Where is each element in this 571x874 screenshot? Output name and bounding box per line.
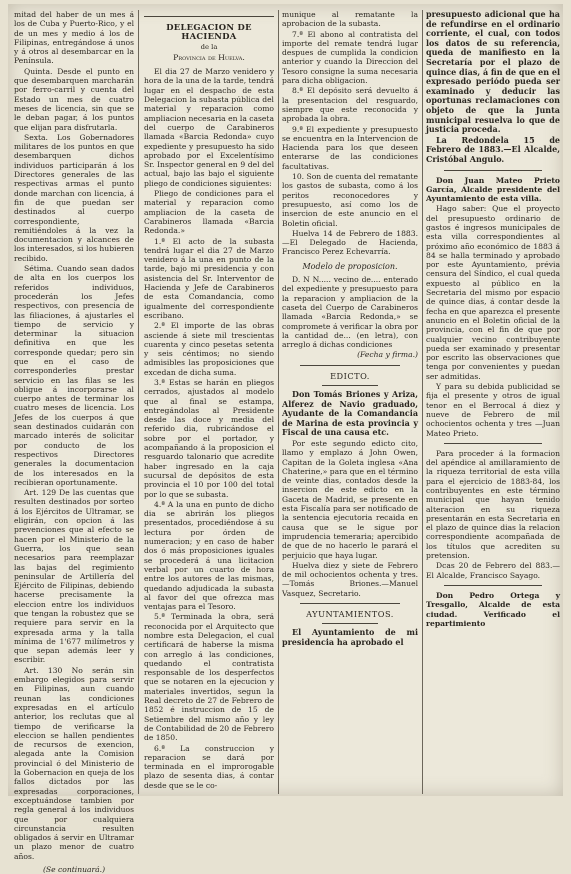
section-rule <box>444 443 542 444</box>
continued-note: (Se continuará.) <box>42 865 106 874</box>
c3-para-4: 10. Son de cuenta del rematante los gastos de subasta, como á los peritos reconocedores y presupuesto, así como los de insercion de este anuncio en el Boletin oficial. <box>282 172 418 228</box>
column-4 <box>426 10 560 794</box>
c3-para-1: 7.ª El abono al contratista del importe del remate tendrá lugar despues de cumplida la condicion anterior y cuando la Direccion del Tesoro consigne la suma necesaria para dicha obligacion. <box>282 29 418 86</box>
c4-para-5: Para proceder á la formacion del apéndice al amillaramiento de la riqueza territorial de esta villa para el ejercicio de 1883-84, los contribuyentes en este término municipal que hayan tenido alteracion en su riqueza presentarán en esta Secretaria en el plazo de quince dias la relacion correspondiente acompañada de los títulos que acrediten su pretension. <box>426 448 560 561</box>
c2-para-2: 1.ª El acto de la subasta tendrá lugar el dia 27 de Marzo venidero á la una en punto de la tarde, bajo mi presidencia y con asistencia del Sr. Interventor de Hacienda y Jefe de Carabineros de esta Comandancia, como igualmente del correspondiente escribano. <box>144 236 274 320</box>
edict-para-2: Huelva diez y siete de Febrero de mil ochocientos ochenta y tres.—Tomás Briones.—Manuel Vasquez, Secretario. <box>282 560 418 598</box>
delegacion-title: DELEGACION DE HACIENDA <box>166 22 252 42</box>
c1-para-3: Sétima. Cuando sean dados de alta en los cuerpos los referidos individuos, procederán los Jefes respectivos, con presencia de las filiaciones, á ajustarles el tiempo de servicio y determinar la situacion definitiva en que les corresponde quedar; pero sin que en el caso de corresponderles prestar servicio en las filas se les obligue á incorporarse al cuerpo antes de terminar los cuatro meses de licencia. Los Jefes de los cuerpos á que sean destinados cuidarán con marcado interés de solicitar por conducto de los respectivos Directores generales la documentacion de los interesados en la recibieran oportunamente. <box>14 264 134 487</box>
c2-para-7: 6.ª La construccion y reparacion se dará por terminada en el improrogable plazo de sesenta dias, á contar desde que se le co- <box>144 743 274 790</box>
model-signature: (Fecha y firma.) <box>357 350 418 360</box>
section-rule <box>444 170 542 171</box>
section-rule <box>300 603 400 604</box>
ayuntamientos-title: AYUNTAMIENTOS. <box>306 609 394 619</box>
c3-para-3: 9.ª El expediente y presupuesto se encuentra en la Intervencion de Hacienda para los que deseen enterarse de las condiciones facultativas. <box>282 124 418 171</box>
delegacion-sub: de la <box>200 42 218 51</box>
newspaper-page <box>8 4 563 874</box>
section-rule <box>444 585 542 586</box>
c2-para-0: El dia 27 de Marzo venidero y hora de la una de la tarde, tendrá lugar en el despacho de esta Delegacion la subasta pública del material y reparacion como ampliacion necesaria en la caseta del cuerpo de Carabineros llamada «Barcia Redonda» cuyo expediente y presupuesto ha sido aprobado por el Excelentísimo Sr. Inspector general en 9 del del actual, bajo las bajo el siguiente pliego de condiciones siguientes: <box>144 67 275 188</box>
column-2 <box>144 10 274 794</box>
c1-para-2: Sexta. Los Gobernadores militares de los puntos en que desembarquen dichos individuos participarán á los Directores generales de las respectivas armas el punto donde marchan con licencia, á fin de que puedan ser destinados al cuerpo correspondiente, remitiéndoles á la vez la documentacion y alcances de los interesados, si los hubieren recibido. <box>14 132 134 263</box>
c4-para-3: Hago saber: Que el proyecto del presupuesto ordinario de gastos é ingresos municipales de esta villa correspondientes al próximo año económico de 1883 á 84 se halla terminado y aprobado por este Ayuntamiento, préviа censura del Síndico, el cual queda expuesto al público en la Secretaria del mismo por espacio de quince dias, á contar desde la fecha en que aparezca el presente anuncio en el Boletin oficial de la provincia, con el fin de que por cualquier vecino contribuyente pueda ser examinado y presentar por escrito las observaciones que tenga por convenientes y puedan ser admitidas. <box>426 204 560 381</box>
c4-signature-1: La Redondela 15 de Febrero de 1883.—El Alcalde, Cristóbal Angulo. <box>426 134 560 164</box>
c2-para-5: 4.ª A la una en punto de dicho dia se abrirán los pliegos presentados, procediéndose á su lectura por órden de numeracion; y en caso de haber dos ó más proposiciones iguales se procederá á una licitacion verbal por un cuarto de hora entre los autores de las mismas, quedando adjudicada la subasta al favor del que ofrezca mas ventajas para el Tesoro. <box>144 499 274 612</box>
c3-para-2: 8.ª El depósito será devuelto á la presentacion del resguardo, siempre que este reconocida y aprobada la obra. <box>282 86 418 124</box>
edict-para-0: Don Tomás Briones y Ariza, Alferez de Navio graduado, Ayudante de la Comandancia de Marina de esta provincia y Fiscal de una causa etc. <box>282 388 418 438</box>
section-rule <box>300 365 400 366</box>
c4-para-6: Don Pedro Ortega y Tresgallo, Alcalde de esta ciudad. Verificado el repartimiento <box>426 590 560 628</box>
c2-para-4: 3.ª Estas se harán en pliegos cerrados, ajustados al modelo que al final se estampa, entregándolas al Presidente desde las doce y media del referido dia, rubricándose el sobre por el portador, y acompañando á la proposicion el resguardo talonario que acredite haber ingresado en la caja sucursal de depósitos de esta provincia el 10 por 100 del total por lo que se subasta. <box>144 377 274 499</box>
edict-title: EDICTO. <box>330 370 370 381</box>
c4-para-4: Y para su debida publicidad se fija el presente y otros de igual tenor en el Berrocal á diez y nueve de Febrero de mil ochocientos ochenta y tres —Juan Mateo Prieto. <box>426 382 560 438</box>
column-divider <box>422 10 423 794</box>
delegacion-province: Provincia de Huelva. <box>173 52 245 62</box>
date-signature: Huelva 14 de Febrero de 1883. —El Delegado de Hacienda, Francisco Perez Echevarría. <box>282 228 418 257</box>
section-rule-short <box>322 623 378 624</box>
ayuntamientos-text: El Ayuntamiento de mi presidencia ha aprobado el <box>282 627 418 647</box>
c4-para-2: Don Juan Mateo Prieto García, Alcalde presidente del Ayuntamiento de esta villa. <box>426 175 560 204</box>
c2-para-6: 5.ª Terminada la obra, será reconocida por el Arquitecto que nombre esta Delegacion, el cual certificará de haberse la misma con arreglo á las condiciones, quedando el contratista responsable de los desperfectos que se notaren en la ejecucion y materiales invertidos, segun la Real decreto de 27 de Febrero de 1852 é instruccion de 15 de Setiembre del mismo año y ley de Contabilidad de 20 de Febrero de 1850. <box>144 612 274 743</box>
column-divider <box>138 10 139 794</box>
c1-para-5: Art. 130 No serán sin embargo elegidos para servir en Filipinas, aun cuando reunan las condiciones expresadas en el artículo anterior, los reclutas que al tiempo de verificarse la eleccion se hallen pendientes de recursos de exencion, alegada ante la Comision provincial ó del Ministerio de la Gobernacion en queja de los fallos dictados por las expresadas corporaciones, exceptuándose tambien por regla general á los individuos que por cualquiera circunstancia resulten obligados á servir en Ultramar un plazo menor de cuatro años. <box>14 665 134 861</box>
c4-signature-2: Dcas 20 de Febrero del 883.—El Alcalde, Francisco Sayago. <box>426 561 560 580</box>
edict-para-1: Por este segundo edicto cito, llamo y emplazo á John Owen, Capitan de la Goleta inglesa «Ana Chaterine,» para que en el término de veinte dias, contados desde la insercion de este edicto en la Gaceta de Madrid, se presente en esta Fiscalía para ser notificado de la sentencia ejecutoria recaida en causa que se le sigue por imprudencia temeraria; apercibido de que de no hacerlo le parará el perjuicio que haya lugar. <box>282 438 418 560</box>
model-title: Modelo de proposicion. <box>302 261 398 271</box>
c4-para-0: presupuesto adicional que ha de refundirse en el ordinario corriente, el cual, con todos los datos de su referencia, queda de manifiesto en la Secretaría por el plazo de quince dias, á fin de que en el expresado periódo pueda ser examinado y deducir las oportunas reclamaciones con objeto de que la Junta municipal resuelva lo que de justicia proceda. <box>426 9 560 135</box>
model-text: D. N N..... vecino de.... enterado del expediente y presupuesto para la reparacion y ampliacion de la caseta del Cuerpo de Carabineros llamada «Barcia Redonda,» se compromete á verificar la obra por la cantidad de... (en letra), con arreglo á dichas condiciones <box>282 275 418 350</box>
c2-para-1: Pliego de condiciones para el material y reparacion como ampliacion de la caseta de Carabineros llamada «Barcia Redonda.» <box>144 189 274 236</box>
section-rule <box>144 16 274 17</box>
section-rule-short <box>322 385 378 386</box>
c1-para-1: Quinta. Desde el punto en que desembarquen marcharán por ferro-carril y cuenta del Estado un mes de cuatro meses de licencia, sin que se le deban pagar, á los puntos que elijan para disfrutarla. <box>14 66 134 132</box>
c2-para-3: 2.ª El importe de las obras asciende á siete mil trescientas cuarenta y cinco pesetas setenta y seis céntimos; no siendo admisibles las proposiciones que excedan de dicha suma. <box>144 321 274 377</box>
c3-para-0: munique al rematante la aprobacion de la subasta. <box>282 10 418 29</box>
c1-para-0: mitad del haber de un mes á los de Cuba y Puerto-Rico, y el de un mes y medio á los de Filipinas, entregándose á unos y á otros al desembarcar en la Península. <box>14 10 134 66</box>
column-1 <box>14 10 134 874</box>
column-divider <box>278 10 279 794</box>
column-3 <box>282 10 418 794</box>
c1-para-4: Art. 129 De las cuentas que resulten destinados por sorteo á los Ejércitos de Ultramar, se eligirán, con opcion á las prevenciones que al efecto se hacen por el Ministerio de la Guerra, los que sean necesarios para reemplazar las bajas del regimiento peninsular de Artillería del Ejército de Filipinas, debiendo hacerse precisamente la eleccion entre los individuos que tengan la robustez que se requiere para servir en la expresada arma y la talla mínima de 1'677 milímetros y que sepan además leer y escribir. <box>14 488 134 665</box>
